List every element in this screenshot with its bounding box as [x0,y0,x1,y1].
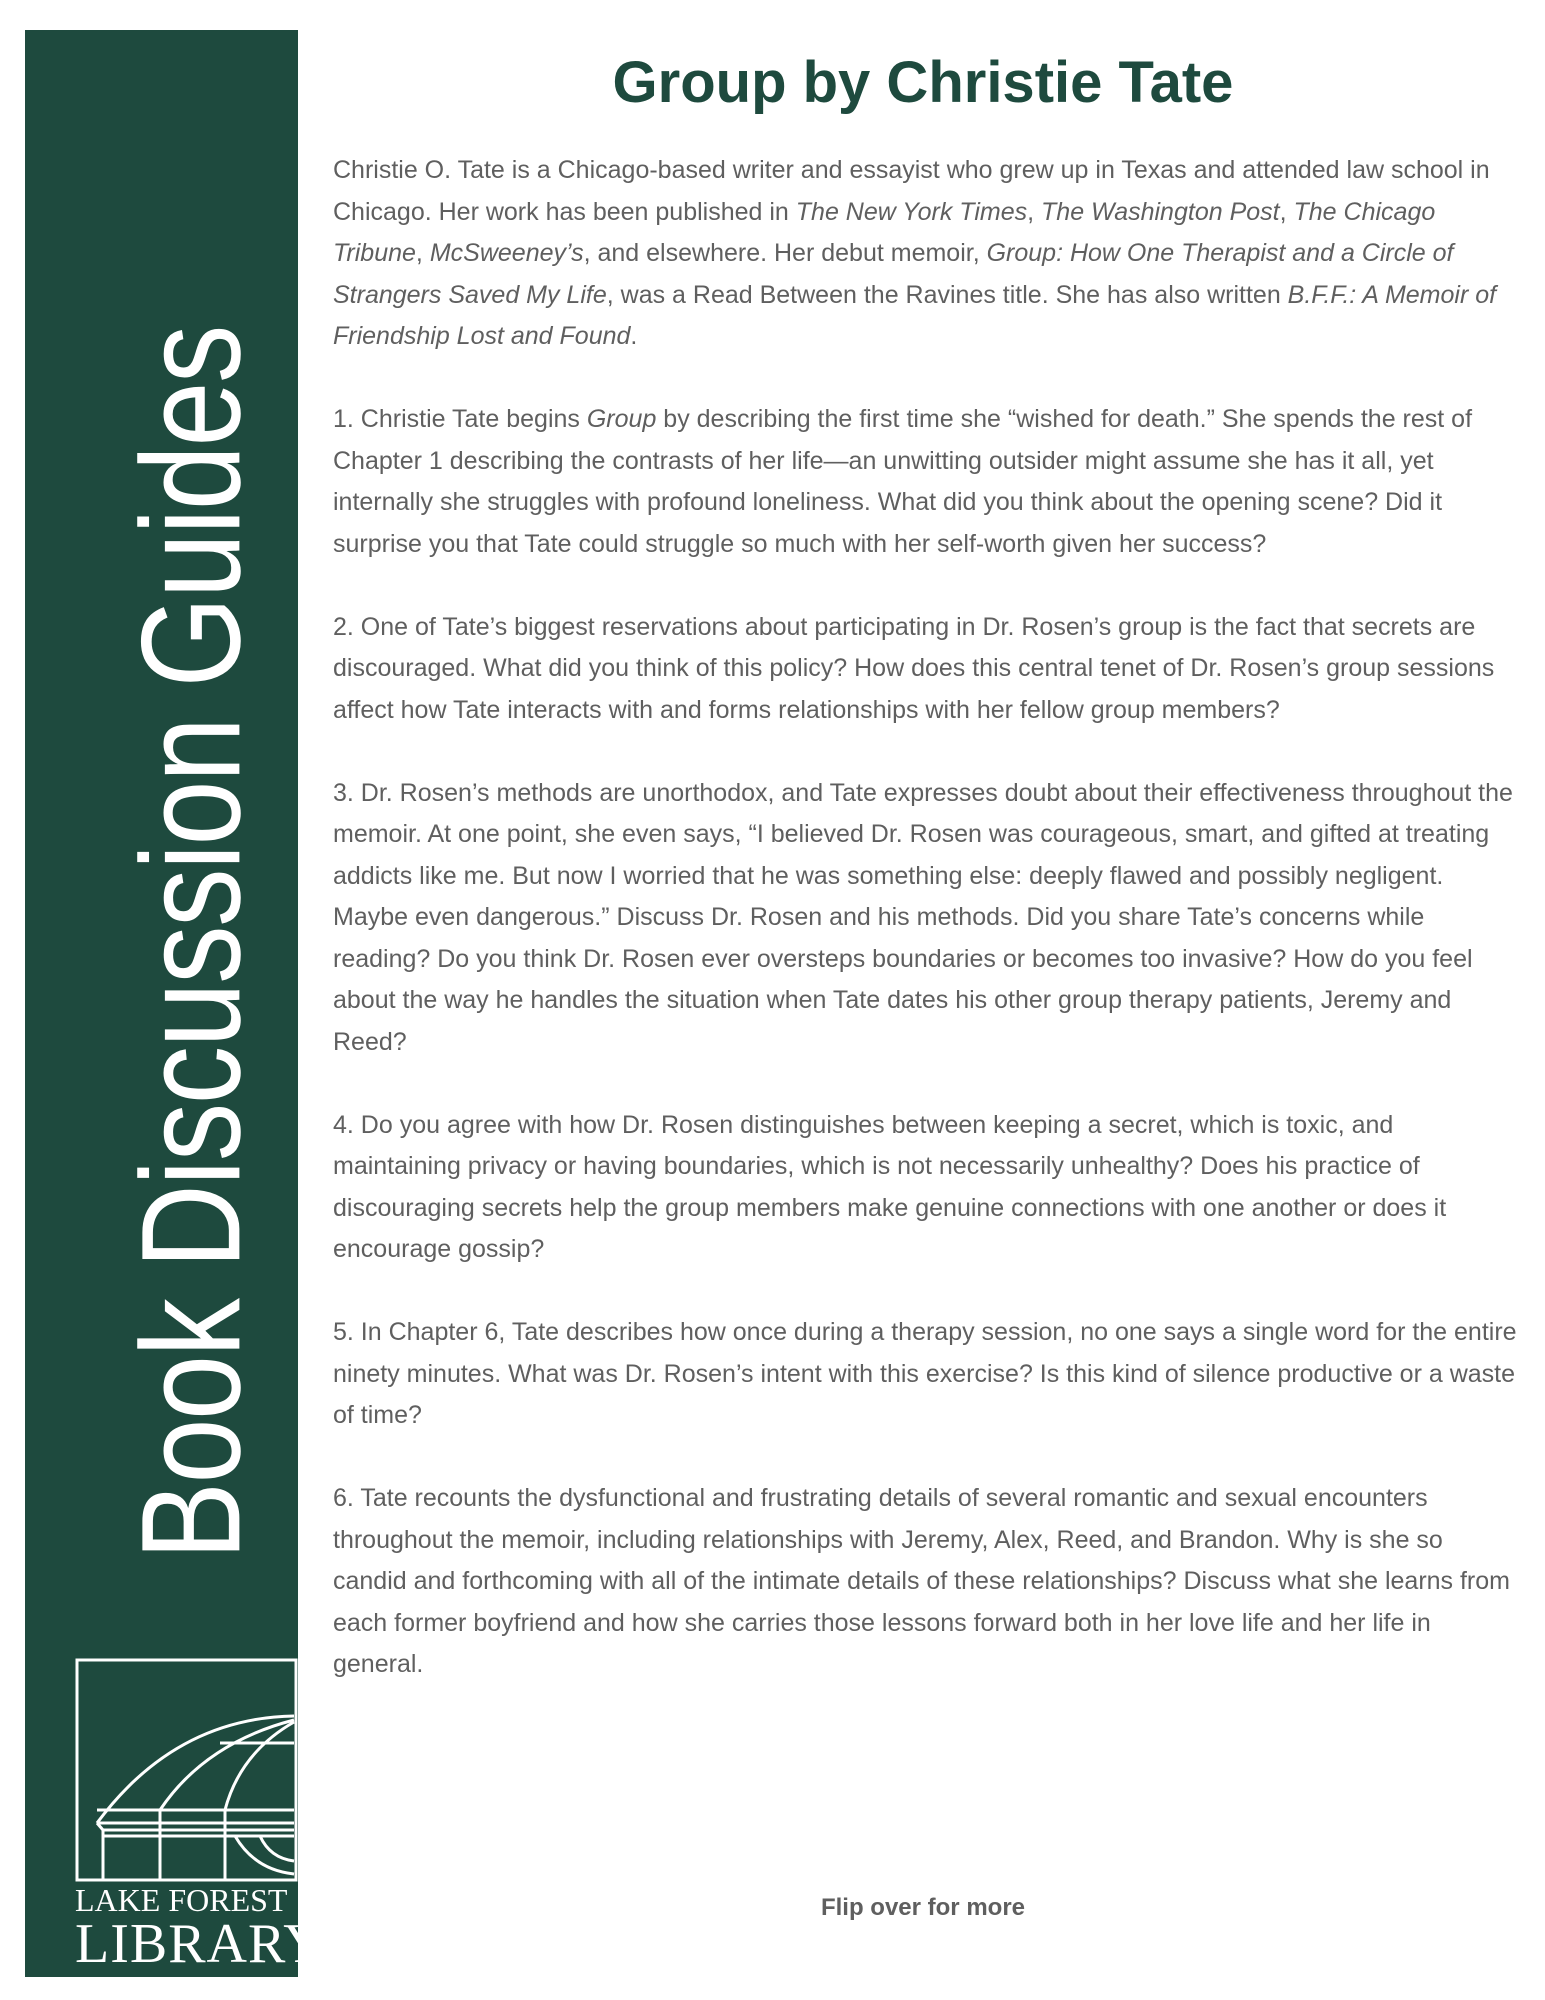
body-text: , [1027,197,1042,226]
italic-title-text: B.F.F.: A Memoir of Friendship Lost and Found [333,280,1497,350]
italic-title-text: McSweeney’s [429,239,584,267]
body-text: Christie O. Tate is a Chicago-based writer and essayist who grew up in Texas and attended law school in Chicago. Her work has been published in [333,156,1490,226]
italic-title-text: Group [586,405,657,433]
logo-text-lake-forest: LAKE FOREST [75,1882,288,1918]
guide-content [333,150,1518,1727]
flip-over-note: Flip over for more [820,1894,1026,1921]
body-text: , was a Read Between the Ravines title. She has also written [606,280,1288,309]
page-title: Group by Christie Tate [612,50,1234,115]
body-text: 5. In Chapter 6, Tate describes how once during a therapy session, no one says a single word for the entire ninety minutes. What was Dr. Rosen’s intent with this exercise? Is this kind of silence productive or a waste of time? [333,1318,1517,1429]
question-1 [333,399,1518,565]
body-text: by describing the first time she “wished for death.” She spends the rest of Chapter 1 describing the contrasts of her life—an unwitting outsider might assume she has it all, yet internally she struggles with profound loneliness. What did you think about the opening scene? Did it surprise you that Tate could struggle so much with her self-worth given her success? [333,405,1473,558]
body-text: 6. Tate recounts the dysfunctional and frustrating details of several romantic and sexual encounters throughout the memoir, including relationships with Jeremy, Alex, Reed, and Brandon. Why is she so candid and forthcoming with all of the intimate details of these relationships? Discuss what she learns from each former boyfriend and how she carries those lessons forward both in her love life and her life in general. [333,1484,1510,1678]
question-2 [333,607,1518,732]
italic-title-text: The Chicago Tribune [333,197,1436,267]
italic-title-text: The Washington Post [1041,197,1280,226]
body-text: 4. Do you agree with how Dr. Rosen distinguishes between keeping a secret, which is toxic, and maintaining privacy or having boundaries, which is not necessarily unhealthy? Does his practice of discouraging secrets help the group members make genuine connections with one another or does it encourage gossip? [333,1110,1447,1263]
body-text: , and elsewhere. Her debut memoir, [583,239,987,267]
body-text: 1. Christie Tate begins [333,405,587,433]
body-text: , [1279,197,1294,226]
question-6 [333,1478,1518,1686]
logo-text-library: LIBRARY [75,1913,325,1975]
author-bio [333,150,1518,358]
body-text: 3. Dr. Rosen’s methods are unorthodox, and Tate expresses doubt about their effectiveness throughout the memoir. At one point, she even says, “I believed Dr. Rosen was courageous, smart, and gifted at treating addicts like me. But now I worried that he was something else: deeply flawed and possibly negligent. Maybe even dangerous.” Discuss Dr. Rosen and his methods. Did you share Tate’s concerns while reading? Do you think Dr. Rosen ever oversteps boundaries or becomes too invasive? How do you feel about the way he handles the situation when Tate dates his other group therapy patients, Jeremy and Reed? [333,778,1513,1056]
body-text: 2. One of Tate’s biggest reservations about participating in Dr. Rosen’s group is the fact that secrets are discouraged. What did you think of this policy? How does this central tenet of Dr. Rosen’s group sessions affect how Tate interacts with and forms relationships with her fellow group members? [333,612,1495,724]
question-5 [333,1312,1518,1437]
library-logo [75,1658,325,1975]
vertical-title [111,130,270,1560]
question-4 [333,1105,1518,1271]
library-building-icon [75,1658,298,1882]
italic-title-text: Group: How One Therapist and a Circle of Strangers Saved My Life [333,239,1454,309]
sidebar-banner [25,30,325,1977]
question-3 [333,773,1518,1064]
vertical-title-text: Book Discussion Guides [111,326,270,1560]
italic-title-text: The New York Times [795,197,1028,226]
body-text: , [415,239,430,267]
body-text: . [630,322,638,350]
